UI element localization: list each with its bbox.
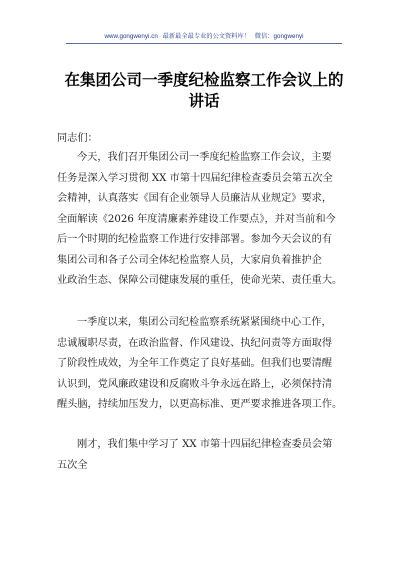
header-divider [66,43,342,44]
paragraph-line: 任务是深入学习贯彻 XX 市第十四届纪律检查委员会第五次全 [57,172,333,184]
title-line-1: 在集团公司一季度纪检监察工作会议上的 [64,71,344,89]
header-wechat: 微信：gongwenyi [254,33,304,40]
paragraph-line: 集团公司和各子公司全体纪检监察人员，大家肩负着推护企 [57,254,322,266]
header-slogan: 最新最全最专业的公文资料库！ [162,33,250,40]
paragraph-line: 了阶段性成效，为全年工作奠定了良好基础。但我们也要清醒 [57,358,333,369]
paragraph-line: 后一个时期的纪检监察工作进行安排部署。参加今天会议的有 [57,234,333,245]
paragraph-line: 全面解读《2026 年度清廉素养建设工作要点》，并对当前和今 [57,213,336,225]
paragraph-line: 刚才，我们集中学习了 XX 市第十四届纪律检查委员会第 [77,439,333,450]
salutation: 同志们： [57,133,98,144]
header-website[interactable]: www.gongwenyi.cn [104,33,158,40]
page-header [0,31,408,40]
paragraph-line: 业政治生态、保障公司健康发展的重任，使命光荣、责任重大。 [57,275,343,286]
paragraph-line: 五次全 [57,459,88,471]
paragraph-2 [57,313,357,416]
paragraph-line: 认识到，党风廉政建设和反腐败斗争永远在路上，必须保持清 [57,378,333,390]
paragraph-line: 醒头脑，持续加压发力，以更高标准、更严要求推进各项工作。 [57,399,343,410]
paragraph-line: 一季度以来，集团公司纪检监察系统紧紧围绕中心工作， [77,317,332,328]
title-line-2: 讲话 [188,92,220,110]
paragraph-line: 会精神，认真落实《国有企业领导人员廉洁从业规定》要求， [57,193,333,204]
document-title [40,70,368,112]
paragraph-line: 忠诚履职尽责，在政治监督、作风建设、执纪问责等方面取得 [57,337,333,349]
paragraph-1 [57,148,357,292]
paragraph-line: 今天，我们召开集团公司一季度纪检监察工作会议，主要 [77,152,332,163]
paragraph-3 [57,435,357,476]
